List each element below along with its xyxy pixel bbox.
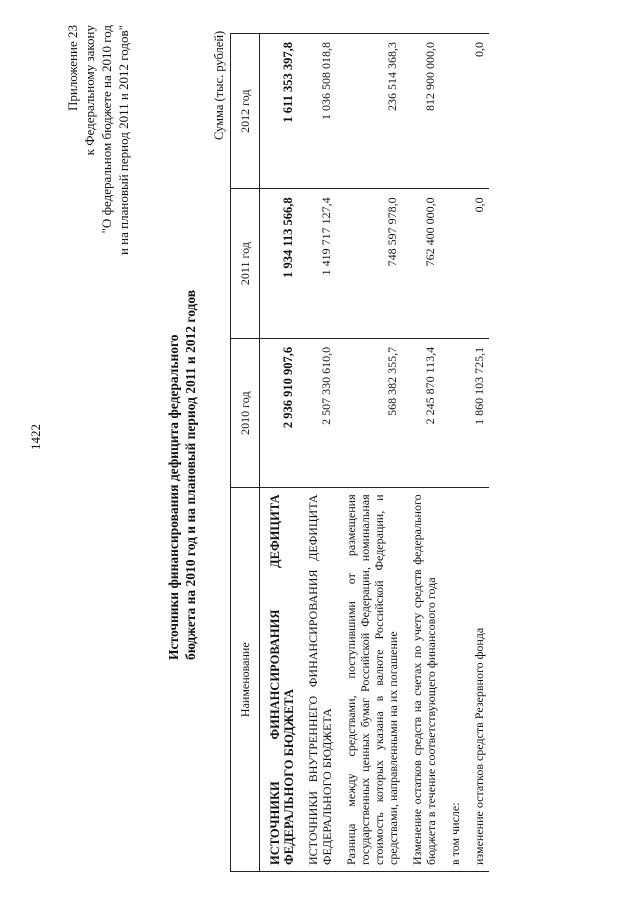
- row-value-2011: 762 400 000,0: [402, 189, 440, 339]
- row-value-2012: [440, 34, 464, 189]
- row-name: в том числе:: [440, 488, 464, 872]
- row-value-2011: [440, 189, 464, 339]
- header-2011: 2011 год: [231, 189, 260, 339]
- page-number: 1422: [28, 424, 43, 450]
- appendix-line-3: "О федеральном бюджете на 2010 год: [99, 25, 114, 234]
- row-name: Разница между средствами, поступившими от размещения государственных ценных бумаг Российской Федерации, номинальная стоимость которых указана в валюте Российской Федерации, и средствами, направленными на их погашение: [336, 488, 402, 872]
- row-value-2010: 2 507 330 610,0: [298, 338, 336, 488]
- row-value-2012: 1 036 508 018,8: [298, 34, 336, 189]
- row-value-2012: 1 611 353 397,8: [260, 34, 299, 189]
- table-header-row: [231, 34, 260, 872]
- row-value-2011: 748 597 978,0: [336, 189, 402, 339]
- row-value-2012: 0,0: [464, 34, 489, 189]
- appendix-line-2: к Федеральному закону: [82, 25, 97, 156]
- units-label: Сумма (тыс. рублей): [212, 30, 226, 140]
- title-line-2: бюджета на 2010 год и на плановый период 2011 и 2012 годов: [183, 289, 198, 660]
- row-value-2012: 236 514 368,3: [336, 34, 402, 189]
- row-name: ИСТОЧНИКИ ВНУТРЕННЕГО ФИНАНСИРОВАНИЯ ДЕФИЦИТА ФЕДЕРАЛЬНОГО БЮДЖЕТА: [298, 488, 336, 872]
- table-row: [298, 34, 336, 872]
- row-name: изменение остатков средств Резервного фонда: [464, 488, 489, 872]
- title-line-1: Источники финансирования дефицита федерального: [166, 334, 181, 660]
- row-value-2010: 568 382 355,7: [336, 338, 402, 488]
- appendix-header: [64, 25, 132, 325]
- row-name: ИСТОЧНИКИ ФИНАНСИРОВАНИЯ ДЕФИЦИТА ФЕДЕРАЛЬНОГО БЮДЖЕТА: [260, 488, 299, 872]
- table-row: [464, 34, 489, 872]
- deficit-financing-table: [230, 33, 489, 872]
- table-row: [260, 34, 299, 872]
- document-title: [165, 20, 199, 660]
- header-name: Наименование: [231, 488, 260, 872]
- row-value-2010: 2 245 870 113,4: [402, 338, 440, 488]
- table-row: [402, 34, 440, 872]
- row-value-2011: 1 934 113 566,8: [260, 189, 299, 339]
- appendix-line-1: Приложение 23: [65, 25, 80, 112]
- header-2010: 2010 год: [231, 338, 260, 488]
- row-value-2011: 0,0: [464, 189, 489, 339]
- row-name: Изменение остатков средств на счетах по учету средств федерального бюджета в течение соответствующего финансового года: [402, 488, 440, 872]
- row-value-2010: [440, 338, 464, 488]
- row-value-2010: 2 936 910 907,6: [260, 338, 299, 488]
- appendix-line-4: и на плановый период 2011 и 2012 годов": [116, 25, 131, 256]
- row-value-2012: 812 900 000,0: [402, 34, 440, 189]
- table-row: [336, 34, 402, 872]
- row-value-2011: 1 419 717 127,4: [298, 189, 336, 339]
- header-2012: 2012 год: [231, 34, 260, 189]
- table-row: [440, 34, 464, 872]
- row-value-2010: 1 860 103 725,1: [464, 338, 489, 488]
